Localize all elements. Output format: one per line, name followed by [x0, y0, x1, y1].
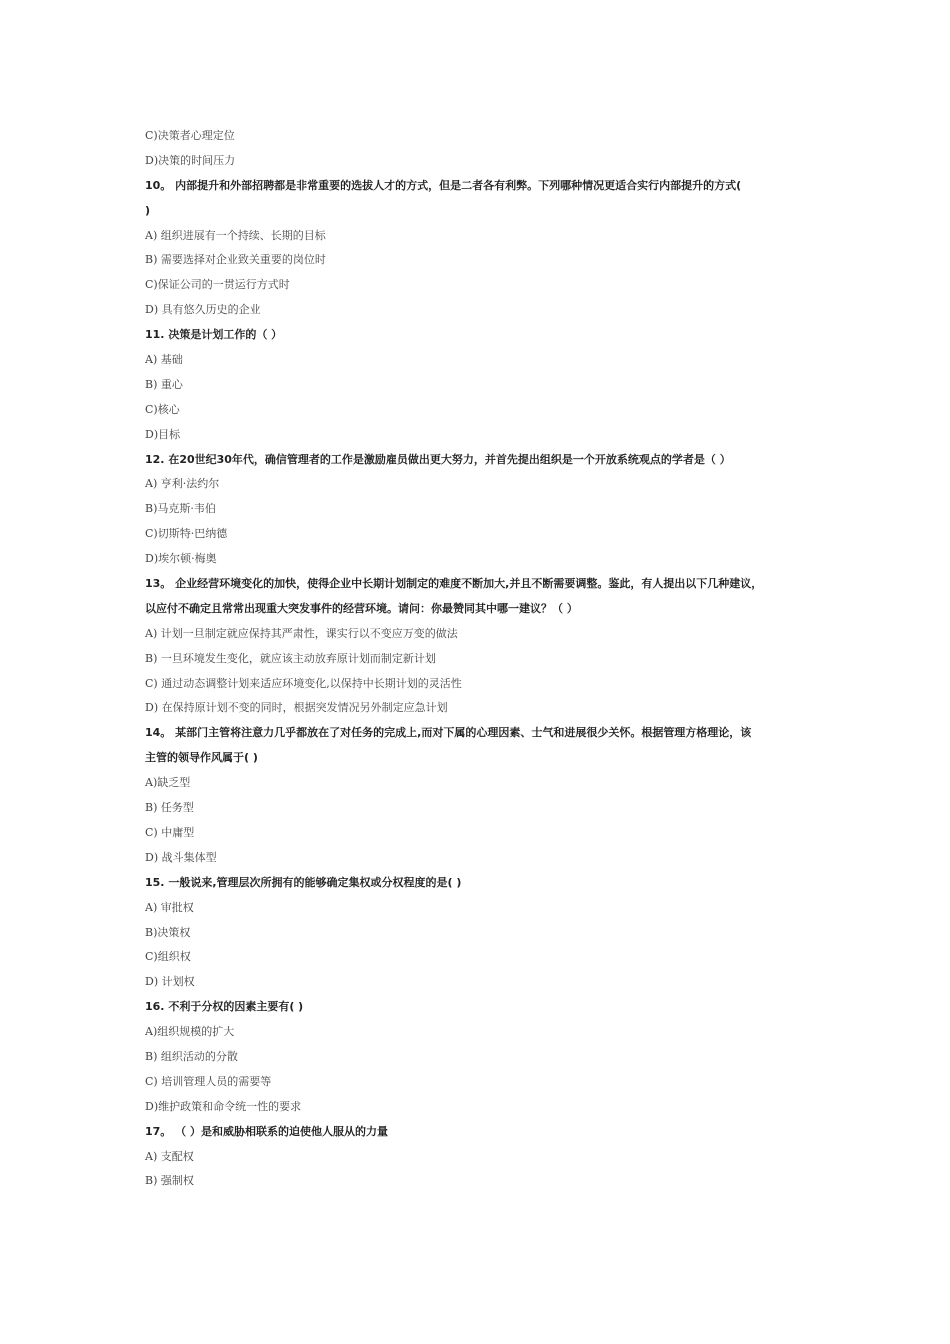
answer-option: A) 基础: [145, 353, 183, 367]
answer-option: D) 战斗集体型: [145, 850, 217, 864]
answer-option: A) 亨利·法约尔: [145, 477, 220, 491]
answer-option: C) 培训管理人员的需要等: [145, 1074, 272, 1088]
document-body: [145, 124, 825, 1194]
answer-option: D) 具有悠久历史的企业: [145, 303, 261, 317]
question-text: 16. 不利于分权的因素主要有( ): [145, 1000, 304, 1014]
answer-option: B) 任务型: [145, 801, 194, 815]
answer-option: C)核心: [145, 402, 180, 416]
answer-option: B) 重心: [145, 377, 183, 391]
answer-option: D)目标: [145, 427, 181, 441]
answer-option: C) 中庸型: [145, 825, 195, 839]
answer-option: D) 计划权: [145, 975, 195, 989]
answer-option: A) 组织进展有一个持续、长期的目标: [145, 228, 326, 242]
question-text: 15. 一般说来,管理层次所拥有的能够确定集权或分权程度的是( ): [145, 875, 462, 889]
answer-option: D)决策的时间压力: [145, 153, 236, 167]
answer-option: C) 通过动态调整计划来适应环境变化,以保持中长期计划的灵活性: [145, 676, 462, 690]
answer-option: C)保证公司的一贯运行方式时: [145, 278, 290, 292]
answer-option: B)马克斯·韦伯: [145, 502, 216, 516]
answer-option: C)组织权: [145, 950, 191, 964]
answer-option: A)缺乏型: [145, 776, 191, 790]
answer-option: B)决策权: [145, 925, 191, 939]
answer-option: A) 计划一旦制定就应保持其严肃性，课实行以不变应万变的做法: [145, 626, 458, 640]
question-text: 主管的领导作风属于( ): [145, 751, 258, 765]
answer-option: D)维护政策和命令统一性的要求: [145, 1099, 302, 1113]
question-text: 12. 在20世纪30年代，确信管理者的工作是激励雇员做出更大努力，并首先提出组织是一个开放系统观点的学者是（ ）: [145, 452, 731, 466]
question-text: 11. 决策是计划工作的（ ）: [145, 328, 283, 342]
question-text: 17。 （ ）是和威胁相联系的迫使他人服从的力量: [145, 1124, 388, 1138]
answer-option: C)切斯特·巴纳德: [145, 527, 228, 541]
question-text: ): [145, 203, 151, 217]
question-text: 10。 内部提升和外部招聘都是非常重要的选拔人才的方式，但是二者各有利弊。下列哪种情况更适合实行内部提升的方式(: [145, 178, 742, 192]
answer-option: A)组织规模的扩大: [145, 1025, 235, 1039]
answer-option: A) 支配权: [145, 1149, 194, 1163]
answer-option: B) 组织活动的分散: [145, 1049, 238, 1063]
answer-option: D)埃尔顿·梅奥: [145, 552, 217, 566]
question-text: 14。 某部门主管将注意力几乎都放在了对任务的完成上,而对下属的心理因素、士气和进展很少关怀。根据管理方格理论，该: [145, 726, 752, 740]
answer-option: C)决策者心理定位: [145, 129, 235, 142]
answer-option: A) 审批权: [145, 900, 194, 914]
question-text: 以应付不确定且常常出现重大突发事件的经营环境。请问：你最赞同其中哪一建议？（ ）: [145, 601, 578, 615]
answer-option: D) 在保持原计划不变的同时，根据突发情况另外制定应急计划: [145, 701, 448, 715]
answer-option: B) 需要选择对企业致关重要的岗位时: [145, 253, 326, 267]
answer-option: B) 一旦环境发生变化，就应该主动放弃原计划而制定新计划: [145, 651, 436, 665]
question-text: 13。 企业经营环境变化的加快，使得企业中长期计划制定的难度不断加大,并且不断需要调整。鉴此，有人提出以下几种建议，: [145, 577, 763, 591]
answer-option: B) 强制权: [145, 1174, 194, 1188]
